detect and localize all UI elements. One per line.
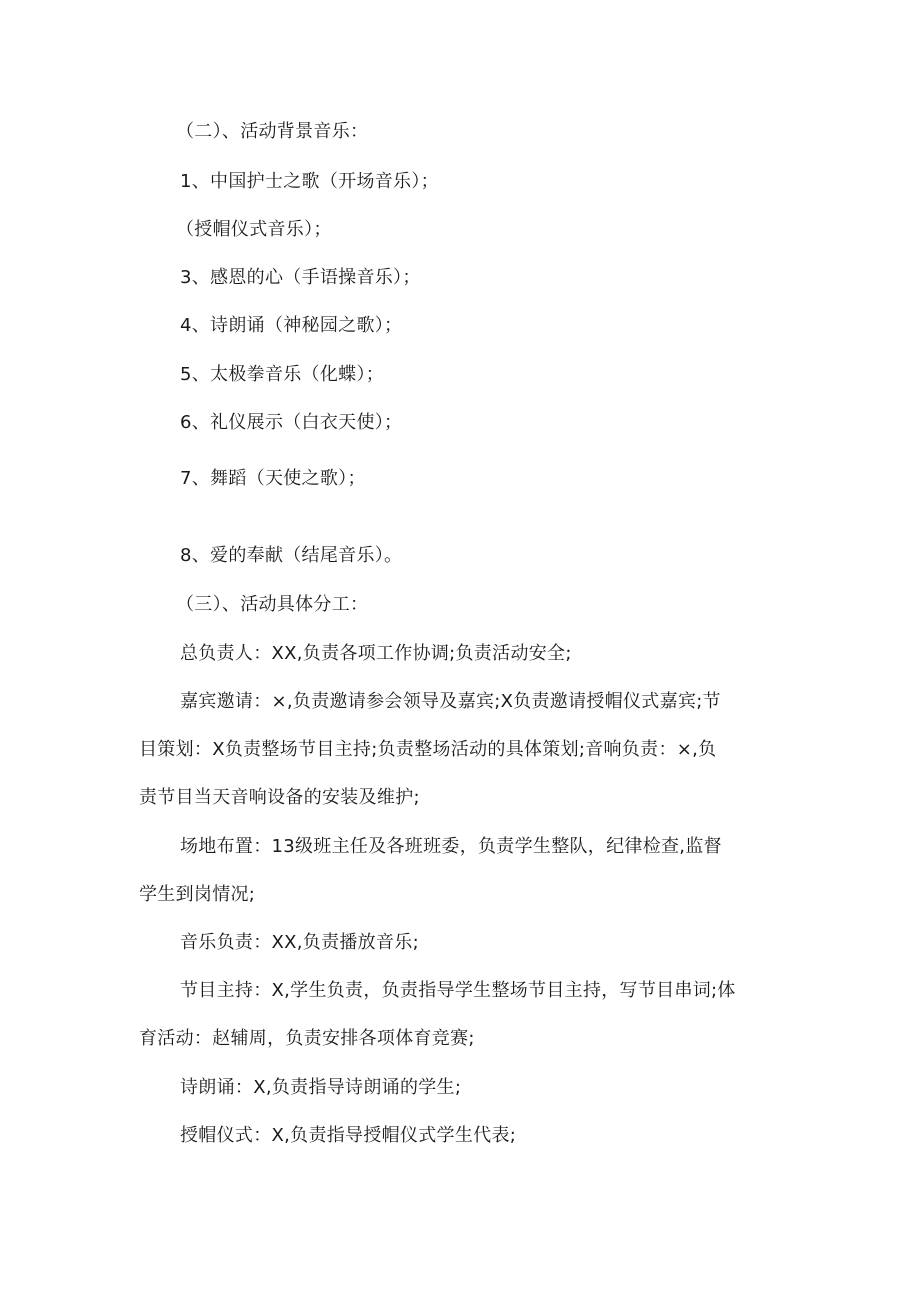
- paragraph-guest-invitation-line1: 嘉宾邀请：×,负责邀请参会领导及嘉宾;X负责邀请授帽仪式嘉宾;节: [180, 691, 721, 712]
- paragraph-venue-setup-line2: 学生到岗情况;: [139, 884, 256, 905]
- paragraph-capping-ceremony: 授帽仪式：X,负责指导授帽仪式学生代表;: [180, 1125, 517, 1146]
- music-list-item: 6、礼仪展示（白衣天使）；: [180, 412, 403, 433]
- music-list-item: 8、爱的奉献（结尾音乐）。: [180, 545, 403, 566]
- music-list-item: （授帽仪式音乐）；: [176, 219, 332, 240]
- paragraph-guest-invitation-line3: 责节目当天音响设备的安装及维护;: [139, 787, 420, 808]
- paragraph-venue-setup-line1: 场地布置：13级班主任及各班班委，负责学生整队，纪律检查,监督: [180, 836, 722, 857]
- section-heading-division-of-work: （三）、活动具体分工：: [176, 594, 369, 615]
- paragraph-guest-invitation-line2: 目策划：X负责整场节目主持;负责整场活动的具体策划;音响负责：×,负: [139, 739, 717, 760]
- paragraph-program-host-line1: 节目主持：X,学生负责，负责指导学生整场节目主持，写节目串词;体: [180, 980, 736, 1001]
- music-list-item: 5、太极拳音乐（化蝶）；: [180, 364, 385, 385]
- music-list-item: 7、舞蹈（天使之歌）；: [180, 468, 366, 489]
- music-list-item: 3、感恩的心（手语操音乐）；: [180, 267, 421, 288]
- paragraph-program-host-line2: 育活动：赵辅周，负责安排各项体育竞赛;: [139, 1028, 475, 1049]
- music-list-item: 1、中国护士之歌（开场音乐）；: [180, 171, 439, 192]
- paragraph-poetry-recital: 诗朗诵：X,负责指导诗朗诵的学生;: [180, 1077, 462, 1098]
- music-list-item: 4、诗朗诵（神秘园之歌）；: [180, 315, 403, 336]
- paragraph-general-manager: 总负责人：XX,负责各项工作协调;负责活动安全;: [180, 643, 572, 664]
- section-heading-background-music: （二）、活动背景音乐：: [176, 121, 369, 142]
- paragraph-music-manager: 音乐负责：XX,负责播放音乐;: [180, 932, 419, 953]
